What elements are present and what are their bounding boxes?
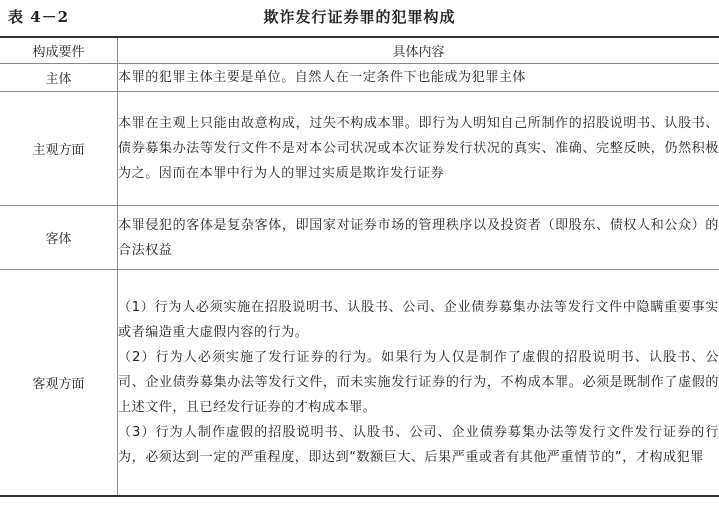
crime-elements-table — [0, 36, 719, 497]
table-header-row — [0, 37, 719, 64]
row-content-object: 本罪侵犯的客体是复杂客体，即国家对证券市场的管理秩序以及投资者（即股东、债权人和公众）的合法权益 — [118, 206, 719, 270]
objective-item-1: （1）行为人必须实施在招股说明书、认股书、公司、企业债券募集办法等发行文件中隐瞒重要事实或者编造重大虚假内容的行为。 — [118, 299, 719, 340]
table-row — [0, 270, 719, 496]
row-content-subjective: 本罪在主观上只能由故意构成，过失不构成本罪。即行为人明知自己所制作的招股说明书、认股书、债券募集办法等发行文件不是对本公司状况或本次证券发行状况的真实、准确、完整反映，仍然积极为之。因而在本罪中行为人的罪过实质是欺诈发行证券 — [118, 92, 719, 206]
objective-item-2: （2）行为人必须实施了发行证券的行为。如果行为人仅是制作了虚假的招股说明书、认股书、公司、企业债券募集办法等发行文件，而未实施发行证券的行为，不构成本罪。必须是既制作了虚假的上述文件，且已经发行证券的才构成本罪。 — [118, 349, 719, 415]
table-row — [0, 92, 719, 206]
row-content-subject: 本罪的犯罪主体主要是单位。自然人在一定条件下也能成为犯罪主体 — [118, 64, 719, 92]
row-label-objective: 客观方面 — [0, 270, 118, 496]
row-label-object: 客体 — [0, 206, 118, 270]
row-label-subjective: 主观方面 — [0, 92, 118, 206]
header-content: 具体内容 — [118, 37, 719, 64]
row-label-subject: 主体 — [0, 64, 118, 92]
row-content-objective — [118, 270, 719, 496]
table-caption — [0, 4, 719, 30]
table-title: 欺诈发行证券罪的犯罪构成 — [263, 8, 456, 26]
header-elements: 构成要件 — [0, 37, 118, 64]
table-row — [0, 64, 719, 92]
objective-item-3: （3）行为人制作虚假的招股说明书、认股书、公司、企业债券募集办法等发行文件发行证券的行为，必须达到一定的严重程度，即达到“数额巨大、后果严重或者有其他严重情节的”，才构成犯罪 — [118, 424, 719, 465]
table-row — [0, 206, 719, 270]
table-number: 表 4－2 — [8, 8, 70, 26]
